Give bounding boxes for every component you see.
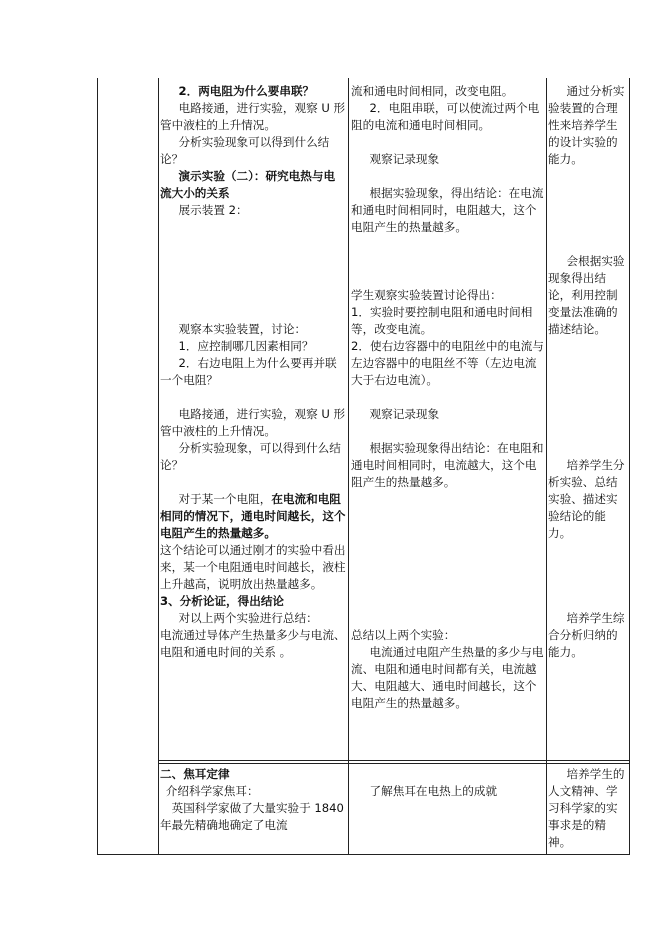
student-summary-text: 电流通过电阻产生热量的多少与电流、电阻和通电时间都有关，电流越大、电阻越大、通电时间越长，这个电阻产生的热量越多。: [351, 645, 544, 710]
analysis-question-2: 分析实验现象，可以得到什么结论？: [160, 441, 341, 472]
table-border-bottom: [97, 854, 630, 855]
analysis-question-1: 分析实验现象可以得到什么结论？: [160, 135, 330, 166]
question-2-title: 2．两电阻为什么要串联？: [178, 84, 315, 98]
student-conclusion-2: 根据实验现象得出结论：在电阻和通电时间相同时，电流越大，这个电阻产生的热量越多。: [351, 441, 544, 489]
student-observe-1: 观察记录现象: [369, 152, 440, 166]
column-divider-2: [348, 78, 349, 855]
conclusion-intro: 对于某一个电阻，: [178, 492, 272, 506]
process-column-row1: [160, 83, 346, 661]
summary-text: 电流通过导体产生热量多少与电流、电阻和通电时间的关系 。: [160, 628, 346, 659]
show-device-2: 展示装置 2：: [178, 203, 248, 217]
intent-column-row1: [548, 83, 628, 661]
row-divider-double: [158, 763, 630, 764]
student-discuss-intro: 学生观察实验装置讨论得出：: [351, 288, 502, 302]
discuss-question-2: 2．右边电阻上为什么要再并联一个电阻？: [160, 356, 337, 387]
summary-intro: 对以上两个实验进行总结：: [178, 611, 318, 625]
column-divider-1: [158, 78, 159, 855]
observe-discuss: 观察本实验装置，讨论：: [178, 322, 307, 336]
intent-column-row2: [548, 766, 628, 851]
student-observe-2: 观察记录现象: [369, 407, 440, 421]
student-column-row2: [351, 783, 544, 800]
student-summary-intro: 总结以上两个实验：: [351, 628, 456, 642]
demo-2-title: 演示实验（二）：研究电热与电流大小的关系: [160, 169, 336, 200]
joule-student-text: 了解焦耳在电热上的成就: [369, 784, 498, 798]
table-border-left: [97, 78, 98, 855]
student-text-1: 流和通电时间相同，改变电阻。: [351, 84, 514, 98]
table-border-right: [629, 78, 630, 855]
joule-intent-text: 培养学生的人文精神、学习科学家的实事求是的精神。: [548, 767, 625, 849]
discuss-question-1: 1．应控制哪几因素相同？: [178, 339, 314, 353]
student-column-row1: [351, 83, 544, 712]
student-discuss-1: 1．实验时要控制电阻和通电时间相等，改变电流。: [351, 305, 533, 336]
column-divider-3: [546, 78, 547, 855]
experiment-step-2: 电路接通，进行实验，观察 U 形管中液柱的上升情况。: [160, 407, 346, 438]
intent-text-4: 培养学生综合分析归纳的能力。: [548, 611, 625, 659]
intent-text-3: 培养学生分析实验、总结实验、描述实验结论的能力。: [548, 458, 625, 540]
conclusion-explanation: 这个结论可以通过刚才的实验中看出来，某一个电阻通电时间越长，液柱上升越高，说明放出热量越多。: [160, 543, 346, 591]
conclusion-paragraph: [160, 491, 346, 542]
student-text-2: 2．电阻串联，可以使流过两个电阻的电流和通电时间相同。: [351, 101, 540, 132]
joule-intro: 介绍科学家焦耳：: [165, 784, 259, 798]
experiment-step-1: 电路接通，进行实验，观察 U 形管中液柱的上升情况。: [160, 101, 346, 132]
student-discuss-2: 2．使右边容器中的电阻丝中的电流与左边容器中的电阻丝不等（左边电流大于右边电流）。: [351, 339, 544, 387]
intent-text-2: 会根据实验现象得出结论，利用控制变量法准确的描述结论。: [548, 254, 625, 336]
joule-law-title: 二、焦耳定律: [160, 767, 230, 781]
row-divider: [158, 760, 630, 761]
student-conclusion-1: 根据实验现象，得出结论：在电流和通电时间相同时，电阻越大，这个电阻产生的热量越多。: [351, 186, 544, 234]
joule-text: 英国科学家做了大量实验于 1840 年最先精确地确定了电流: [160, 801, 344, 832]
section-3-title: 3、分析论证，得出结论: [160, 594, 285, 608]
process-column-row2: [160, 766, 346, 834]
conclusion-bold: 在电流和电阻相同的情况下，通电时间越长，这个电阻产生的热量越多。: [160, 492, 346, 540]
intent-text-1: 通过分析实验装置的合理性来培养学生的设计实验的能力。: [548, 84, 625, 166]
